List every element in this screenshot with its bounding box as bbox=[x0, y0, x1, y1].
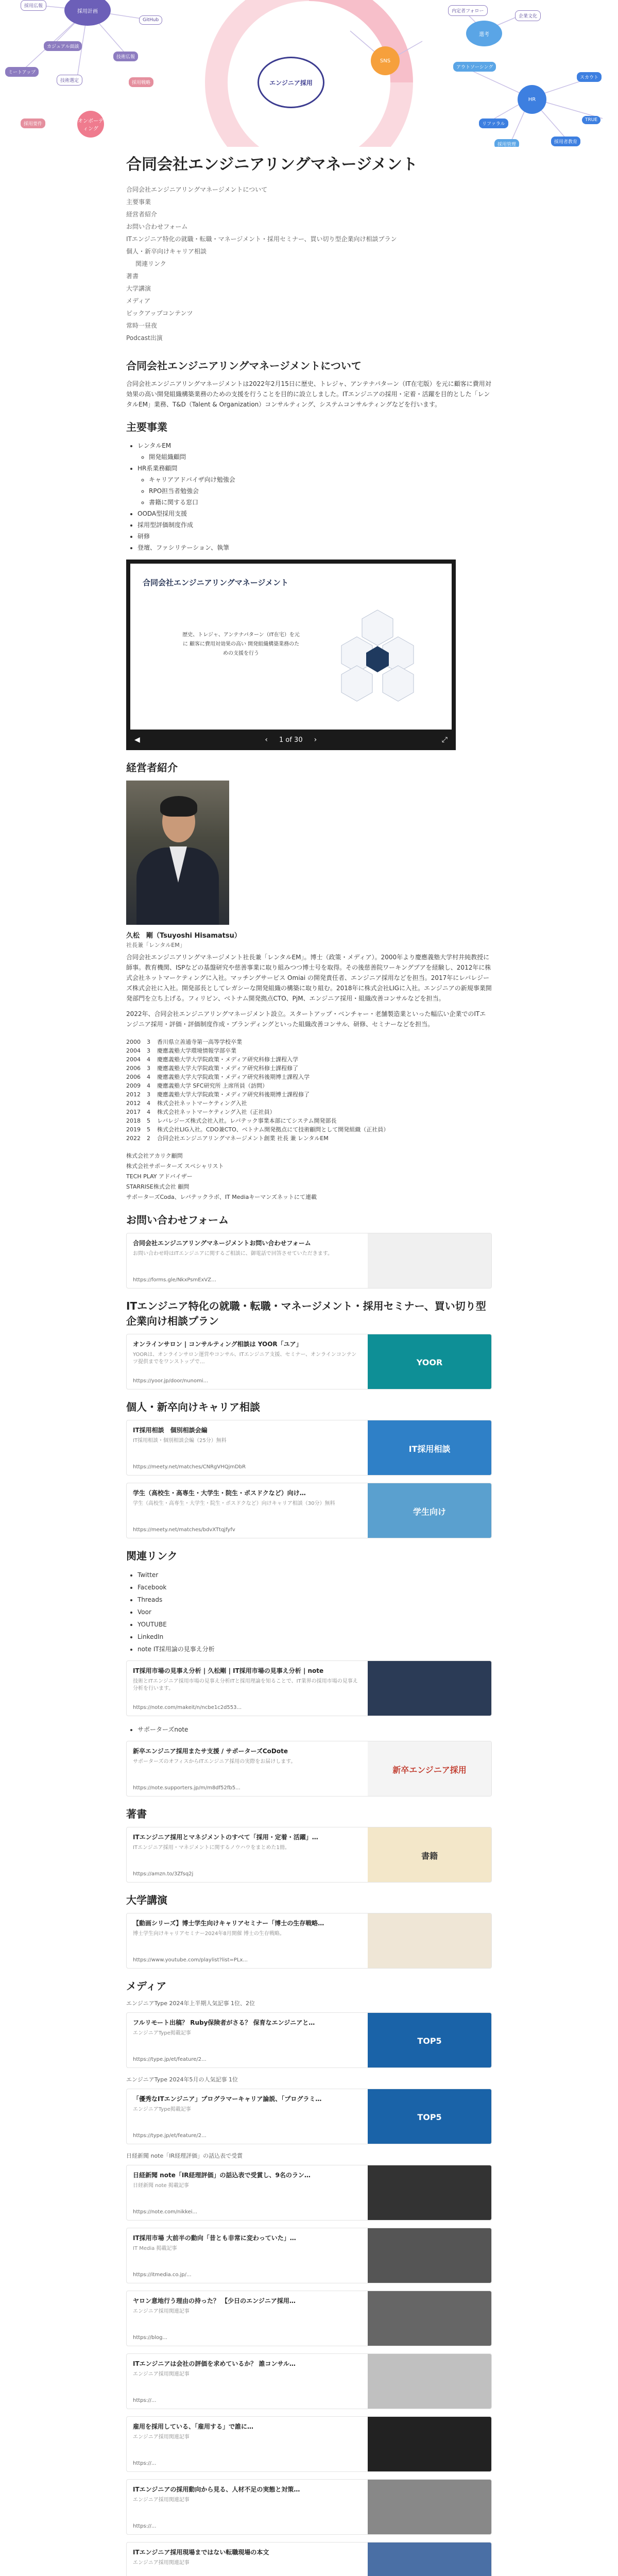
link-card-description: エンジニア採用関連記事 bbox=[133, 2560, 190, 2566]
link-card-text bbox=[127, 2228, 368, 2283]
link-card-url: https://meety.net/matches/CNRgVHQjmDbR bbox=[133, 1464, 246, 1470]
business-item bbox=[138, 440, 492, 463]
history-row bbox=[126, 1081, 492, 1090]
link-card-description: サポーターズのオフィスからITエンジニア採用の実際をお届けします。 bbox=[133, 1759, 296, 1765]
section-heading-about: 合同会社エンジニアリングマネージメントについて bbox=[126, 360, 362, 372]
mindmap-pill: 内定者フォロー bbox=[448, 5, 488, 16]
link-card-description: IT Media 掲載記事 bbox=[133, 2246, 177, 2251]
toc-item[interactable]: Podcast出演 bbox=[126, 334, 163, 342]
link-card-text bbox=[127, 1233, 368, 1288]
history-month: 2 bbox=[147, 1135, 150, 1142]
slide-subtitle: 歴史、トレジャ、アンテナパターン（IT在宅）を元に 顧客に費用対効果の高い 開発組織構築業務のための支援を行う bbox=[182, 632, 300, 656]
slide-canvas bbox=[130, 564, 452, 730]
link-card-title: オンラインサロン | コンサルティング相談は YOOR「ユア」 bbox=[133, 1341, 302, 1348]
history-text: 慶應義塾大学 SFC研究所 上席所員（訪問） bbox=[157, 1082, 268, 1089]
link-card-text bbox=[127, 1334, 368, 1389]
link-card-thumbnail bbox=[368, 2354, 491, 2409]
link-card-title: IT採用市場 大前半の動向「昔とも非常に変わっていた」… bbox=[133, 2234, 296, 2242]
link-card-url: https://... bbox=[133, 2398, 157, 2403]
toc-item[interactable]: 著書 bbox=[126, 273, 139, 280]
history-year: 2022 bbox=[126, 1135, 141, 1142]
toc-item[interactable]: 主要事業 bbox=[126, 198, 151, 206]
link-card-description: IT採用相談・個別相談会編（25分）無料 bbox=[133, 1438, 227, 1444]
related-link[interactable] bbox=[138, 1643, 492, 1655]
history-text: 慶應義塾大学大学院政策・メディア研究科後期博士課程修了 bbox=[157, 1091, 310, 1098]
link-card-thumbnail bbox=[368, 2543, 491, 2576]
history-text: 慶應義塾大学大学院政策・メディア研究科修士課程入学 bbox=[157, 1056, 299, 1063]
prev-icon[interactable]: ‹ bbox=[265, 736, 268, 744]
related-link[interactable] bbox=[138, 1723, 492, 1736]
history-year: 2006 bbox=[126, 1065, 141, 1072]
prev-slide-icon[interactable]: ◀ bbox=[134, 736, 140, 744]
post-item: 株式会社アカリク顧問 bbox=[126, 1153, 183, 1159]
business-label: HR系業務顧問 bbox=[138, 465, 178, 472]
section-heading-media: メディア bbox=[126, 1980, 167, 1992]
media-subheading: 日経新聞 note「IR経理評価」の話込表で受賞 bbox=[126, 2153, 243, 2159]
history-month: 4 bbox=[147, 1082, 150, 1089]
mindmap-pill: アウトソーシング bbox=[453, 62, 496, 72]
section-heading-lecture: 大学講演 bbox=[126, 1894, 167, 1906]
mindmap-pill: 採用広報 bbox=[21, 0, 46, 11]
related-link[interactable] bbox=[138, 1631, 492, 1643]
link-card-url: https://note.com/nikkei... bbox=[133, 2209, 198, 2215]
history-month: 4 bbox=[147, 1109, 150, 1115]
link-card-thumbnail: TOP5 bbox=[368, 2089, 491, 2144]
media-subheading: エンジニアType 2024年5月の人気記事 1位 bbox=[126, 2076, 238, 2083]
business-subitem: ◦ 書籍に関する窓口 bbox=[149, 497, 492, 508]
history-year: 2004 bbox=[126, 1047, 141, 1054]
link-card[interactable] bbox=[126, 1483, 492, 1538]
link-card-url: https://... bbox=[133, 2461, 157, 2466]
link-card[interactable] bbox=[126, 2416, 492, 2472]
slide-controls bbox=[126, 730, 456, 750]
link-card-title: フルリモート出稿？ Ruby保険者がさる？ 保育なエンジニアと… bbox=[133, 2019, 315, 2026]
section-heading-career: 個人・新卒向けキャリア相談 bbox=[126, 1401, 260, 1413]
link-card-title: 雇用を採用している、「雇用する」で誰に… bbox=[133, 2423, 254, 2430]
link-card-title: ITエンジニアは会社の評価を求めているか？ 誰コンサル… bbox=[133, 2360, 296, 2367]
history-year: 2017 bbox=[126, 1109, 141, 1115]
profile-bio-2: 2022年、合同会社エンジニアリングマネージメント設立。スタートアップ・ベンチャー・老舗製造業といった幅広い企業でのITエンジニア採用・評価・評価制度作成・ブランディングといった組織改善コンサル、研修、セミナーなどを担当。 bbox=[126, 1010, 486, 1028]
mindmap-pill: 技術選定 bbox=[57, 75, 82, 86]
link-card-text bbox=[127, 1913, 368, 1968]
mindmap-pill: 採用管理 bbox=[494, 139, 519, 147]
toc-item[interactable]: 経営者紹介 bbox=[126, 211, 158, 218]
link-card-title: 【動画シリーズ】博士学生向けキャリアセミナー「博士の生存戦略… bbox=[133, 1920, 324, 1927]
post-item: サポーターズCoda、レバテックラボ、IT Mediaキーマンズネットにて連載 bbox=[126, 1194, 317, 1200]
mindmap-pill: リファラル bbox=[479, 118, 508, 128]
link-card-thumbnail: 書籍 bbox=[368, 1827, 491, 1883]
section-heading-business: 主要事業 bbox=[126, 421, 167, 433]
link-card-description: エンジニア採用関連記事 bbox=[133, 2434, 190, 2440]
node-label: 選考 bbox=[479, 31, 489, 38]
node-label: HR bbox=[528, 96, 536, 103]
hexagon-diagram bbox=[331, 605, 424, 708]
related-links bbox=[126, 1569, 492, 1655]
link-card-title: ITエンジニアの採用動向から見る、人材不足の実態と対策… bbox=[133, 2486, 300, 2493]
link-card-title: 日経新聞 note「IR経理評価」の話込表で受賞し、9名のラン… bbox=[133, 2172, 311, 2179]
link-card-description: 学生（高校生・高専生・大学生・院生・ポスドクなど）向けキャリア相談（30分）無料 bbox=[133, 1501, 335, 1506]
section-heading-links: 関連リンク bbox=[126, 1550, 178, 1562]
post-item: TECH PLAY アドバイザー bbox=[126, 1173, 193, 1180]
related-links-2 bbox=[126, 1723, 492, 1736]
mindmap-pill: 採用戦略 bbox=[129, 77, 153, 87]
toc-item[interactable]: お問い合わせフォーム bbox=[126, 223, 188, 230]
history-year: 2012 bbox=[126, 1091, 141, 1098]
link-card-url: https://... bbox=[133, 2523, 157, 2529]
history-row bbox=[126, 1125, 492, 1134]
link-card[interactable] bbox=[126, 2479, 492, 2535]
link-card-description: エンジニアType掲載記事 bbox=[133, 2107, 191, 2112]
link-card-url: https://meety.net/matches/bdvXTtqjfyfv bbox=[133, 1527, 235, 1533]
link-card-thumbnail bbox=[368, 1661, 491, 1716]
link-card-thumbnail bbox=[368, 1233, 491, 1289]
related-link[interactable] bbox=[138, 1581, 492, 1594]
business-item bbox=[138, 519, 492, 531]
link-card-thumbnail: 新卒エンジニア採用 bbox=[368, 1741, 491, 1797]
section-heading-seminar: ITエンジニア特化の就職・転職・マネージメント・採用セミナー、買い切り型企業向け相談プラン bbox=[126, 1300, 486, 1327]
section-heading-contact: お問い合わせフォーム bbox=[126, 1214, 229, 1226]
mindmap-node bbox=[77, 111, 104, 138]
history-text: レバレジーズ株式会社入社。レバテック事業本部にてシステム開発部長 bbox=[157, 1117, 337, 1124]
related-link-text[interactable]: Twitter bbox=[138, 1571, 159, 1579]
link-card-text bbox=[127, 2165, 368, 2220]
link-card-url: https://blog... bbox=[133, 2335, 167, 2341]
history-row bbox=[126, 1108, 492, 1116]
business-subitem: ◦ 開発組織顧問 bbox=[149, 451, 492, 463]
page-title: 合同会社エンジニアリングマネージメント bbox=[126, 156, 418, 174]
toc-item[interactable]: メディア bbox=[126, 297, 151, 304]
history-month: 4 bbox=[147, 1056, 150, 1063]
history-text: 慶應義塾大学大学院政策・メディア研究科後期博士課程入学 bbox=[157, 1074, 310, 1080]
mindmap-pill: GitHub bbox=[139, 15, 162, 25]
link-card[interactable] bbox=[126, 2353, 492, 2409]
history-month: 3 bbox=[147, 1065, 150, 1072]
related-link-text[interactable]: Threads bbox=[138, 1596, 163, 1603]
history-row bbox=[126, 1055, 492, 1064]
related-link-text[interactable]: YOUTUBE bbox=[138, 1621, 167, 1628]
related-link[interactable] bbox=[138, 1618, 492, 1631]
profile-role: 社長兼「レンタルEM」 bbox=[126, 942, 185, 948]
slide-title: 合同会社エンジニアリングマネージメント bbox=[143, 578, 288, 587]
history-text: 香川県立善通寺第一高等学校卒業 bbox=[157, 1039, 242, 1045]
history-list bbox=[126, 1038, 492, 1143]
hero-mindmap bbox=[0, 0, 618, 147]
link-card-text bbox=[127, 2354, 368, 2409]
link-card-description: 日経新聞 note 掲載記事 bbox=[133, 2183, 189, 2189]
link-card-thumbnail bbox=[368, 1913, 491, 1969]
link-card-url: https://type.jp/et/feature/2... bbox=[133, 2133, 207, 2139]
history-row bbox=[126, 1064, 492, 1073]
link-card-title: IT採用相談 個別相談会編 bbox=[133, 1427, 208, 1434]
history-month: 5 bbox=[147, 1117, 150, 1124]
link-card-thumbnail bbox=[368, 2291, 491, 2346]
history-text: 株式会社ネットマーケティング入社（正社員） bbox=[157, 1109, 276, 1115]
toc-item[interactable]: 個人・新卒向けキャリア相談 bbox=[126, 248, 207, 255]
link-card-url: https://yoor.jp/door/nunomi... bbox=[133, 1378, 209, 1384]
link-card[interactable] bbox=[126, 2542, 492, 2576]
node-label: SNS bbox=[380, 58, 391, 64]
related-link-text[interactable]: Voor bbox=[138, 1608, 151, 1616]
toc-item[interactable]: 大学講演 bbox=[126, 285, 151, 292]
link-card-thumbnail bbox=[368, 2480, 491, 2535]
business-label: OODA型採用支援 bbox=[138, 510, 187, 517]
mindmap-pill: ミートアップ bbox=[5, 67, 39, 77]
history-year: 2018 bbox=[126, 1117, 141, 1124]
link-card-title: ITエンジニア採用現場まではない転職現場の本文 bbox=[133, 2549, 269, 2556]
node-label: 採用計画 bbox=[77, 8, 98, 14]
link-card[interactable] bbox=[126, 2012, 492, 2068]
business-subitem: ◦ RPO担当者勉強会 bbox=[149, 485, 492, 497]
mindmap-pill: スカウト bbox=[577, 72, 602, 82]
link-card-text bbox=[127, 1420, 368, 1475]
history-month: 3 bbox=[147, 1047, 150, 1054]
link-card[interactable] bbox=[126, 2165, 492, 2221]
history-text: 株式会社ネットマーケティング入社 bbox=[157, 1100, 247, 1107]
related-link[interactable] bbox=[138, 1594, 492, 1606]
link-card-title: 新卒エンジニア採用またサ支援 / サポーターズCoDote bbox=[133, 1748, 288, 1755]
link-card-description: エンジニア採用関連記事 bbox=[133, 2497, 190, 2503]
next-icon[interactable]: › bbox=[314, 736, 317, 744]
related-link[interactable] bbox=[138, 1569, 492, 1581]
mindmap-pill: TRUE bbox=[582, 116, 600, 124]
history-year: 2009 bbox=[126, 1082, 141, 1089]
table-of-contents bbox=[126, 183, 492, 344]
media-subheading: エンジニアType 2024年上半期人気記事 1位、2位 bbox=[126, 2000, 255, 2007]
link-card-text bbox=[127, 2480, 368, 2534]
history-row bbox=[126, 1046, 492, 1055]
history-year: 2006 bbox=[126, 1074, 141, 1080]
link-card-thumbnail: TOP5 bbox=[368, 2013, 491, 2068]
business-item bbox=[138, 542, 492, 553]
center-label: エンジニア採用 bbox=[269, 79, 313, 87]
mindmap-node bbox=[518, 85, 546, 114]
link-card[interactable] bbox=[126, 2089, 492, 2144]
link-card-description: エンジニア採用関連記事 bbox=[133, 2309, 190, 2314]
mindmap-pill: 採用者教育 bbox=[551, 137, 580, 146]
link-card-text bbox=[127, 2543, 368, 2576]
link-card-thumbnail: YOOR bbox=[368, 1334, 491, 1389]
post-item: STARRISE株式会社 顧問 bbox=[126, 1183, 190, 1190]
business-list bbox=[126, 440, 492, 553]
link-card[interactable] bbox=[126, 1334, 492, 1389]
fullscreen-icon[interactable]: ⤢ bbox=[441, 736, 448, 744]
link-card-thumbnail bbox=[368, 2228, 491, 2283]
link-card-description: エンジニアType掲載記事 bbox=[133, 2030, 191, 2036]
business-item bbox=[138, 463, 492, 508]
posts-list bbox=[126, 1151, 492, 1202]
link-card-description: 博士学生向けキャリアセミナー2024年8月開催 博士の生存戦略。 bbox=[133, 1931, 285, 1937]
mindmap-pill: 企業文化 bbox=[515, 10, 541, 21]
history-year: 2012 bbox=[126, 1100, 141, 1107]
link-card-description: YOORは、オンラインサロン運営やコンサル、ITエンジニア支援、セミナー、オンラインコンテンツ提供までをワンストップで… bbox=[133, 1352, 357, 1365]
link-card-thumbnail: IT採用相談 bbox=[368, 1420, 491, 1476]
link-card-text bbox=[127, 2013, 368, 2067]
mindmap-node bbox=[466, 21, 502, 46]
node-label: オンボーディング bbox=[78, 118, 104, 132]
profile-photo bbox=[126, 781, 229, 925]
business-label: レンタルEM bbox=[138, 442, 171, 449]
link-card-url: https://forms.gle/NkxPsmExVZ… bbox=[133, 1277, 217, 1283]
link-card-text bbox=[127, 2089, 368, 2144]
link-card-url: https://amzn.to/3Zfsq2j bbox=[133, 1871, 194, 1877]
related-link[interactable] bbox=[138, 1606, 492, 1618]
history-year: 2004 bbox=[126, 1056, 141, 1063]
post-item: 株式会社サポーターズ スペシャリスト bbox=[126, 1163, 224, 1170]
link-card-text bbox=[127, 2417, 368, 2471]
mindmap-center bbox=[258, 57, 324, 108]
related-link-text[interactable]: Facebook bbox=[138, 1584, 167, 1591]
mindmap-pill: 採用要件 bbox=[21, 118, 45, 128]
link-card-title: 「優秀なITエンジニア」プログラマーキャリア論説、「プログラミ… bbox=[133, 2095, 322, 2103]
history-row bbox=[126, 1099, 492, 1108]
link-card-title: IT採用市場の見事え分析 | 久松剛 | IT採用市場の見事え分析 | note bbox=[133, 1667, 324, 1674]
link-card[interactable] bbox=[126, 2228, 492, 2283]
history-month: 3 bbox=[147, 1091, 150, 1098]
history-text: 慶應義塾大学大学院政策・メディア研究科修士課程修了 bbox=[157, 1065, 299, 1072]
toc-item[interactable]: ITエンジニア特化の就職・転職・マネージメント・採用セミナー、買い切り型企業向け相談プラン bbox=[126, 235, 397, 243]
link-card[interactable] bbox=[126, 1913, 492, 1969]
section-heading-books: 著書 bbox=[126, 1808, 147, 1820]
history-row bbox=[126, 1038, 492, 1046]
related-link-text[interactable]: サポーターズnote bbox=[138, 1726, 188, 1733]
link-card[interactable] bbox=[126, 1420, 492, 1476]
history-month: 4 bbox=[147, 1074, 150, 1080]
link-card[interactable] bbox=[126, 1827, 492, 1883]
mindmap-pill: 技術広報 bbox=[113, 52, 138, 61]
history-row bbox=[126, 1116, 492, 1125]
history-text: 慶應義塾大学環境情報学部卒業 bbox=[157, 1047, 236, 1054]
link-card-url: https://type.jp/et/feature/2... bbox=[133, 2057, 207, 2062]
history-row bbox=[126, 1134, 492, 1143]
related-link-text[interactable]: note IT採用論の見事え分析 bbox=[138, 1646, 215, 1653]
business-label: 登壇、ファシリテーション、執筆 bbox=[138, 544, 230, 551]
business-subitem: ◦ キャリアアドバイザ向け勉強会 bbox=[149, 474, 492, 485]
business-item bbox=[138, 531, 492, 542]
business-label: 研修 bbox=[138, 533, 150, 540]
about-text: 合同会社エンジニアリングマネージメントは2022年2月15日に歴史、トレジャ、アンテナパターン（IT在宅版）を元に顧客に費用対効果の高い開発組織構築業務のための支援を行うことを目的に設立しました。ITエンジニアの採用・定着・活躍を目的とした「レンタルEM」業務、T&D（Talent & Organization）コンサルティング、システムコンサルティングなどを行います。 bbox=[126, 380, 491, 408]
link-card-title: 合同会社エンジニアリングマネージメントお問い合わせフォーム bbox=[133, 1240, 311, 1247]
link-card-thumbnail: 学生向け bbox=[368, 1483, 491, 1538]
toc-item[interactable]: 関連リンク bbox=[135, 260, 166, 267]
toc-item[interactable]: 常時一昼夜 bbox=[126, 322, 158, 329]
history-year: 2019 bbox=[126, 1126, 141, 1133]
history-row bbox=[126, 1090, 492, 1099]
mindmap-pill: カジュアル面談 bbox=[44, 41, 82, 51]
link-card-thumbnail bbox=[368, 2417, 491, 2472]
link-card[interactable] bbox=[126, 1741, 492, 1797]
link-card-text bbox=[127, 2291, 368, 2346]
link-card-description: 技術とITエンジニア採用市場の見事え分析ITと採用理論を知ることで、IT業界の採用市場の見事え分析を行います。 bbox=[133, 1679, 358, 1691]
link-card-description: エンジニア採用関連記事 bbox=[133, 2371, 190, 2377]
link-card-text bbox=[127, 1741, 368, 1796]
link-card-text bbox=[127, 1483, 368, 1538]
link-card-title: ヤロン意地行う理由の持った？ 【少日のエンジニア採用… bbox=[133, 2297, 296, 2304]
link-card-description: お問い合わせ時はITエンジニアに関するご相談に、御電話で回答させていただきます。 bbox=[133, 1251, 333, 1257]
link-card-title: 学生（高校生・高専生・大学生・院生・ポスドクなど）向け… bbox=[133, 1489, 306, 1497]
slide-counter: 1 of 30 bbox=[279, 736, 303, 744]
link-card[interactable] bbox=[126, 1660, 492, 1716]
related-link-text[interactable]: LinkedIn bbox=[138, 1633, 164, 1640]
link-card-text bbox=[127, 1661, 368, 1716]
profile-bio: 合同会社エンジニアリングマネージメント社長兼「レンタルEM」。博士（政策・メディア）。2000年より慶應義塾大学村井純教授に師事。教育機関、ISPなどの基盤研究や慈善事業に取り組みつつ博士号を取得。その後慈善院ワーキングプアを経験し、2012年に株式会社ネットマーケティングに入社。マッチングサービス Omiai の開発責任者、エンジニア採用などを担当。2017年にレバレジーズ株式会社に入社。開発部長としてレガシーな開発組織の構築に取り組む。2018年に株式会社LIGに入社。エンジニアの新規事業開発部門を立ち上げる。フィリピン、ベトナム開発拠点CTO、PjM、エンジニア採用・組織改善コンサルなどを担当。 bbox=[126, 954, 492, 1002]
link-card-url: https://note.com/makeit/n/ncbe1c2d553... bbox=[133, 1705, 242, 1710]
link-card-title: ITエンジニア採用とマネジメントのすべて「採用・定着・活躍」… bbox=[133, 1834, 318, 1841]
history-month: 4 bbox=[147, 1100, 150, 1107]
link-card-url: https://note.supporters.jp/m/m8df52fb5... bbox=[133, 1785, 241, 1791]
history-text: 合同会社エンジニアリングマネージメント創業 社長 兼 レンタルEM bbox=[157, 1135, 329, 1142]
link-card-description: ITエンジニア採用・マネジメントに関するノウハウをまとめた1冊。 bbox=[133, 1845, 290, 1851]
link-card[interactable] bbox=[126, 2291, 492, 2346]
business-label: 採用型評価制度作成 bbox=[138, 521, 194, 529]
history-row bbox=[126, 1073, 492, 1081]
history-month: 5 bbox=[147, 1126, 150, 1133]
link-card-url: https://itmedia.co.jp/... bbox=[133, 2272, 192, 2278]
link-card-text bbox=[127, 1827, 368, 1882]
business-sublist bbox=[138, 474, 492, 508]
profile-name: 久松 剛（Tsuyoshi Hisamatsu） bbox=[126, 932, 241, 940]
section-heading-profile: 経営者紹介 bbox=[126, 761, 178, 774]
link-card-thumbnail bbox=[368, 2165, 491, 2221]
link-card[interactable] bbox=[126, 1233, 492, 1289]
mindmap-node bbox=[371, 46, 400, 75]
toc-item[interactable]: 合同会社エンジニアリングマネージメントについて bbox=[126, 186, 268, 193]
link-card-url: https://www.youtube.com/playlist?list=PLx... bbox=[133, 1957, 248, 1963]
business-item bbox=[138, 508, 492, 519]
history-year: 2000 bbox=[126, 1039, 141, 1045]
toc-item[interactable]: ピックアップコンテンツ bbox=[126, 310, 193, 317]
business-sublist bbox=[138, 451, 492, 463]
history-text: 株式会社LIG入社。CDO兼CTO、ベトナム開発拠点にて技術顧問として開発組織（正社員） bbox=[157, 1126, 389, 1133]
slide-viewer[interactable] bbox=[126, 560, 456, 750]
history-month: 3 bbox=[147, 1039, 150, 1045]
main-content bbox=[126, 155, 492, 2576]
